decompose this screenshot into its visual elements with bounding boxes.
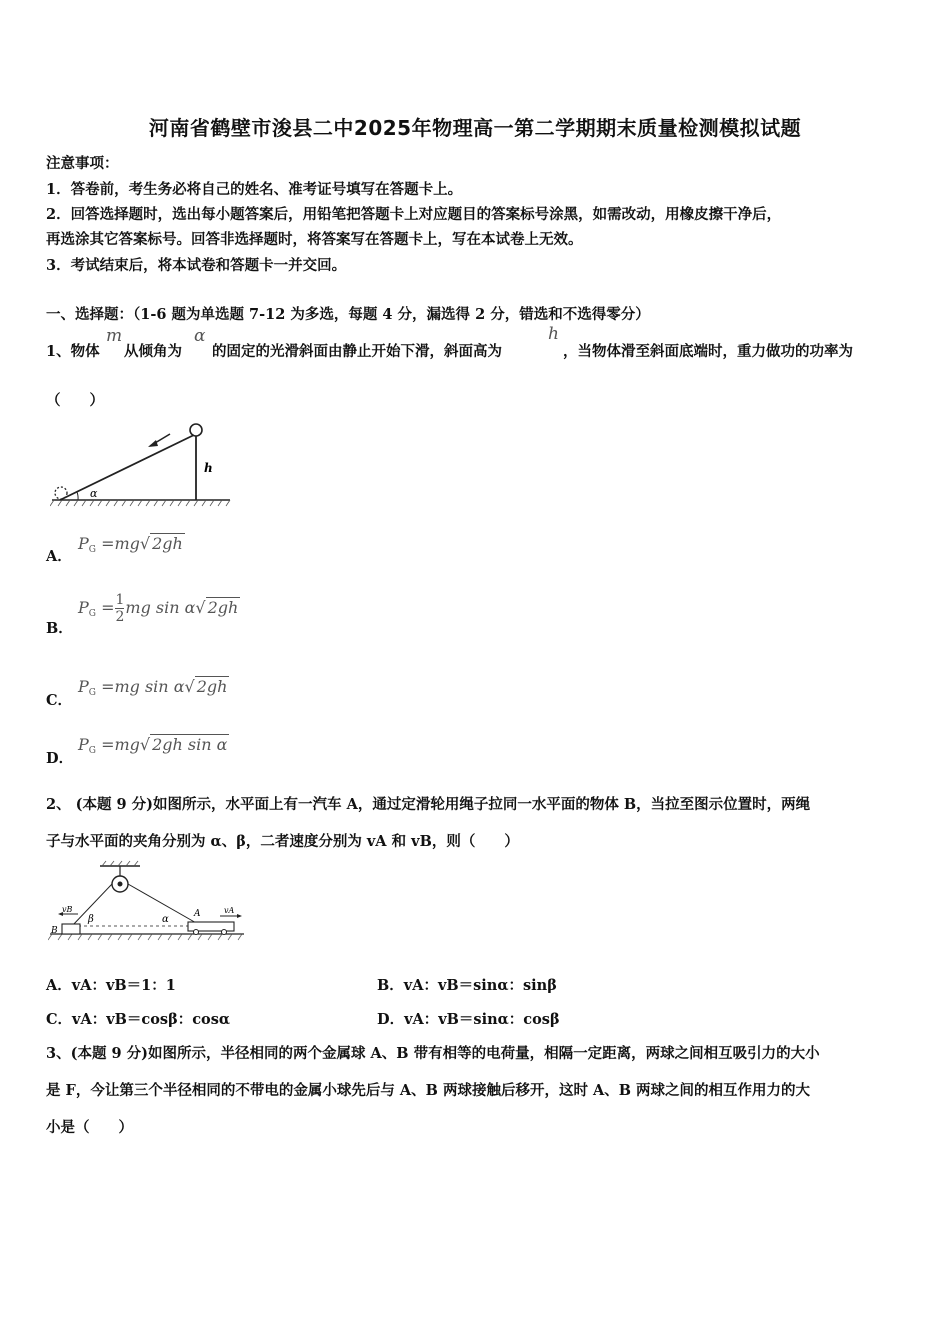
formula-lhs: P	[78, 677, 89, 696]
formula-den: 2	[115, 609, 125, 625]
q1-var-alpha: α	[194, 326, 206, 346]
notice-item-3: 3．考试结束后，将本试卷和答题卡一并交回。	[46, 257, 347, 274]
option-label: A．	[46, 977, 72, 994]
option-text: vA：vB＝sinα：cosβ	[404, 1011, 560, 1028]
formula-sub: G	[88, 746, 96, 756]
q1-option-a-label[interactable]: A．	[46, 548, 72, 565]
formula-rhs: =mg sin α	[101, 677, 185, 696]
option-label: C．	[46, 1011, 73, 1028]
q1-option-c-formula[interactable]: $P_G =mg$ sin α√ 2gh	[78, 677, 228, 698]
q1-var-h: h	[548, 324, 559, 344]
fig-beta-label: β	[88, 914, 94, 925]
q2-text-line-2: 子与水平面的夹角分别为 α、β，二者速度分别为 vA 和 vB，则（ ）	[46, 833, 519, 850]
fig-a-label: A	[194, 909, 201, 919]
formula-radicand: 2gh	[196, 677, 228, 696]
q2-option-b[interactable]	[377, 974, 557, 995]
formula-radicand: 2gh	[207, 598, 239, 617]
section-heading: 一、选择题：（1-6 题为单选题 7-12 为多选，每题 4 分，漏选得 2 分，错选和不选得零分）	[46, 306, 650, 323]
formula-num: 1	[115, 592, 125, 608]
formula-sub: G	[88, 609, 96, 619]
q1-option-b-formula[interactable]: $P_G$ = $\frac{1}{2}$ mg sin α√ 2gh	[78, 592, 239, 625]
fig-alpha-label: α	[162, 914, 169, 925]
q2-option-d[interactable]	[377, 1008, 560, 1029]
fig-va-label: vA	[224, 906, 235, 915]
q1-text-3: 的固定的光滑斜面由静止开始下滑，斜面高为	[212, 343, 502, 360]
formula-lhs: P	[78, 534, 89, 553]
q1-option-d-formula[interactable]: $P_G =mg√$ 2gh sin α	[78, 735, 228, 756]
fig-vb-label: vB	[62, 905, 73, 914]
formula-radicand: 2gh	[152, 534, 183, 553]
q1-var-m: m	[106, 326, 123, 346]
fig-alpha-label: α	[90, 487, 98, 500]
formula-rhs: =mg	[101, 534, 140, 553]
notice-heading: 注意事项：	[46, 155, 119, 172]
formula-sub: G	[88, 688, 96, 698]
q1-text-4: ，当物体滑至斜面底端时，重力做功的功率为	[563, 343, 853, 360]
formula-rhs: mg sin α	[125, 598, 196, 617]
formula-rhs: =mg	[101, 735, 140, 754]
formula-sub: G	[88, 545, 96, 555]
q1-text-1: 1、物体	[46, 343, 100, 360]
q1-option-a-formula[interactable]: $P_G =mg√$ 2gh	[78, 534, 183, 555]
page-title: 河南省鹤壁市浚县二中2025年物理高一第二学期期末质量检测模拟试题	[148, 116, 802, 140]
q3-text-line-3: 小是（ ）	[46, 1119, 133, 1136]
formula-radicand: 2gh sin α	[152, 735, 228, 754]
fig-b-label: B	[51, 926, 58, 936]
q1-text-2: 从倾角为	[124, 343, 182, 360]
q3-text-line-2: 是 F，今让第三个半径相同的不带电的金属小球先后与 A、B 两球接触后移开，这时 A、B 两球之间的相互作用力的大	[46, 1082, 811, 1099]
option-text: vA：vB＝cosβ：cosα	[72, 1011, 231, 1028]
notice-item-1: 1．答卷前，考生务必将自己的姓名、准考证号填写在答题卡上。	[46, 181, 463, 198]
q1-option-c-label[interactable]: C．	[46, 692, 73, 709]
q1-option-d-label[interactable]: D．	[46, 750, 74, 767]
q1-answer-bracket: （ ）	[46, 392, 104, 409]
q2-option-c[interactable]	[46, 1008, 230, 1029]
option-label: B．	[377, 977, 404, 994]
option-text: vA：vB＝1：1	[71, 977, 176, 994]
notice-item-2: 2．回答选择题时，选出每小题答案后，用铅笔把答题卡上对应题目的答案标号涂黑，如需改动，用橡皮擦干净后，	[46, 206, 782, 223]
incline-figure	[50, 420, 235, 512]
q2-text-line-1: 2、 (本题 9 分)如图所示，水平面上有一汽车 A，通过定滑轮用绳子拉同一水平面的物体 B，当拉至图示位置时，两绳	[46, 796, 811, 813]
pulley-figure	[48, 860, 248, 946]
q3-text-line-1: 3、(本题 9 分)如图所示，半径相同的两个金属球 A、B 带有相等的电荷量，相隔一定距离，两球之间相互吸引力的大小	[46, 1045, 820, 1062]
option-text: vA：vB＝sinα：sinβ	[403, 977, 557, 994]
q2-option-a[interactable]	[46, 974, 176, 995]
notice-item-2-cont: 再选涂其它答案标号。回答非选择题时，将答案写在答题卡上，写在本试卷上无效。	[46, 231, 583, 248]
option-label: D．	[377, 1011, 405, 1028]
formula-lhs: P	[78, 598, 89, 617]
formula-lhs: P	[78, 735, 89, 754]
fig-h-label: h	[204, 461, 213, 475]
q1-option-b-label[interactable]: B．	[46, 620, 73, 637]
